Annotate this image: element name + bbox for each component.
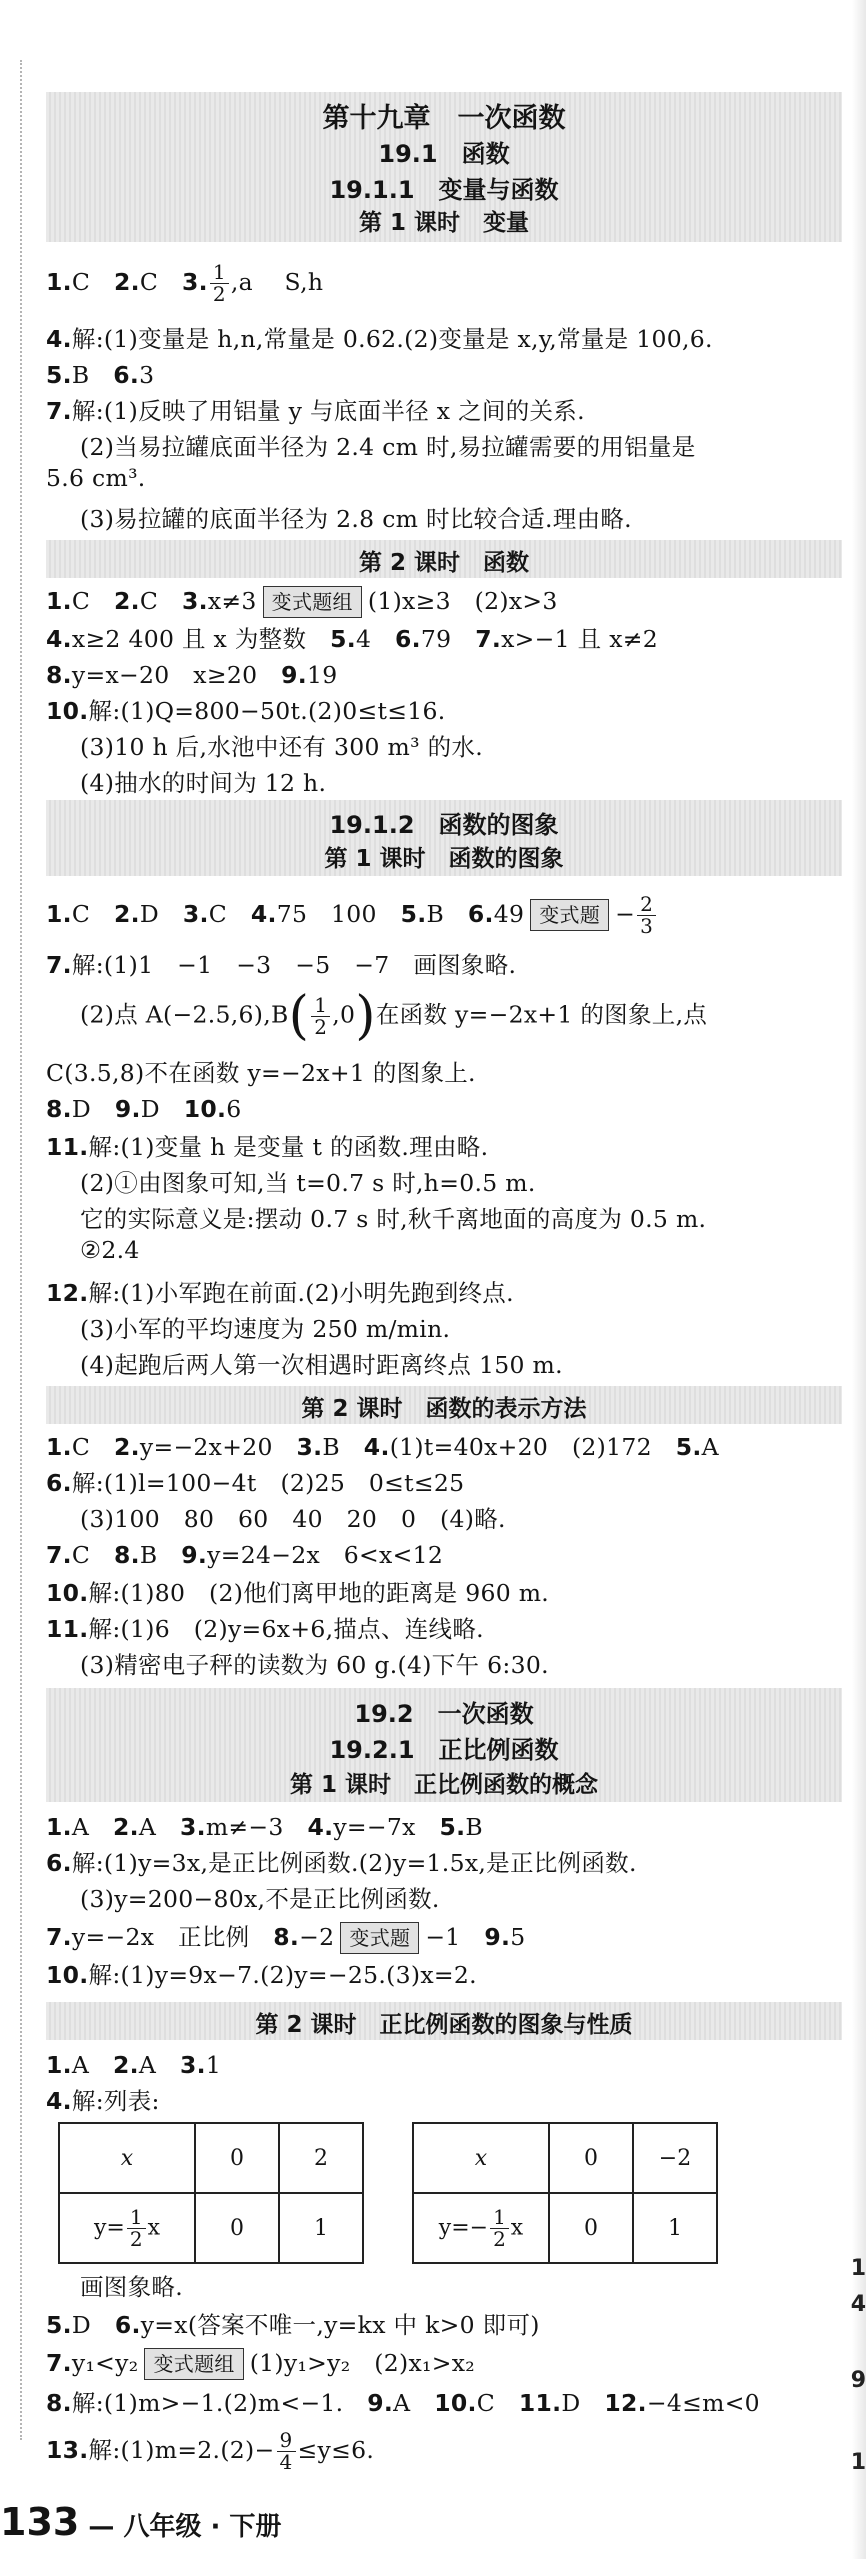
lesson-header-band [46,1386,842,1424]
chapter-header-band [46,92,842,242]
section-title: 19.1 函数 [378,140,510,168]
answer-line: 6.解:(1)y=3x,是正比例函数.(2)y=1.5x,是正比例函数. [46,1849,637,1877]
lesson-header-band [46,2002,842,2040]
page-fold-shadow [852,0,866,2559]
value-table-positive [58,2122,364,2264]
answer-line: (4)抽水的时间为 12 h. [80,769,327,797]
grade-label: 八年级 · 下册 [123,2512,282,2542]
table-cell: 1 [279,2193,363,2263]
page-footer [0,2500,281,2544]
answer-line: 5.6 cm³. [46,464,146,492]
answer-line: 8.解:(1)m>−1.(2)m<−1. 9.A 10.C 11.D 12.−4≤m<0 [46,2389,760,2417]
adjacent-page-fragment: 1 [850,2450,866,2475]
table-header-y: y=− $\frac{1}{2}$ x [413,2193,549,2263]
answer-line: 8.y=x−20 x≥20 9.19 [46,661,338,689]
answer-line: (2)点 A(−2.5,6),B( $\frac{1}{2}$ ,0)在函数 y=−2x+1 的图象上,点 [80,986,708,1046]
lesson-title: 第 2 课时 函数 [358,550,530,576]
answer-line: 11.解:(1)变量 h 是变量 t 的函数.理由略. [46,1133,489,1161]
footer-dash: — [79,2512,124,2542]
answer-line: 5.D 6.y=x(答案不唯一,y=kx 中 k>0 即可) [46,2311,540,2339]
table-cell: 0 [195,2123,279,2193]
answer-line: (3)小军的平均速度为 250 m/min. [80,1315,451,1343]
answer-line: 4.解:(1)变量是 h,n,常量是 0.62.(2)变量是 x,y,常量是 100,6. [46,325,713,353]
lesson-title: 第 2 课时 函数的表示方法 [301,1396,587,1422]
answer-line: 1.C 2.C 3. $\frac{1}{2}$ ,a S,h [46,260,324,306]
adjacent-page-fragment: 4 [850,2292,866,2317]
variant-question-badge: 变式题组 [263,586,362,618]
answer-line: 1.C 2.y=−2x+20 3.B 4.(1)t=40x+20 (2)172 5.A [46,1433,719,1461]
adjacent-page-fragment: 9 [850,2368,866,2393]
answer-line: 画图象略. [80,2273,183,2301]
answer-line: (2)①由图象可知,当 t=0.7 s 时,h=0.5 m. [80,1169,536,1197]
answer-line: C(3.5,8)不在函数 y=−2x+1 的图象上. [46,1059,476,1087]
answer-line: 12.解:(1)小军跑在前面.(2)小明先跑到终点. [46,1279,514,1307]
answer-line: 7.解:(1)反映了用铝量 y 与底面半径 x 之间的关系. [46,397,585,425]
section-title: 19.2 一次函数 [354,1700,534,1728]
left-margin-divider [20,60,22,2440]
table-header-y: y= $\frac{1}{2}$ x [59,2193,195,2263]
table-cell: 0 [549,2193,633,2263]
fraction: $\frac{9}{4}$ [277,2430,296,2473]
answer-line: 1.A 2.A 3.1 [46,2051,222,2079]
table-cell: 0 [195,2193,279,2263]
answer-line: 4.解:列表: [46,2087,160,2115]
answer-line: 7.y₁<y₂ 变式题组 (1)y₁>y₂ (2)x₁>x₂ [46,2344,475,2380]
table-cell: 1 [633,2193,717,2263]
subsection-title: 19.1.2 函数的图象 [329,811,559,839]
answer-line: 7.C 8.B 9.y=24−2x 6<x<12 [46,1541,444,1569]
section-header-band [46,1688,842,1802]
answer-line: (3)y=200−80x,不是正比例函数. [80,1885,440,1913]
answer-line: 5.B 6.3 [46,361,155,389]
lesson-title: 第 1 课时 变量 [358,210,530,236]
subsection-title: 19.2.1 正比例函数 [329,1736,559,1764]
lesson-title: 第 1 课时 正比例函数的概念 [289,1772,599,1798]
answer-line: 7.解:(1)1 −1 −3 −5 −7 画图象略. [46,951,517,979]
answer-line: 13.解:(1)m=2.(2)− $\frac{9}{4}$ ≤y≤6. [46,2428,375,2474]
answer-line: 4.x≥2 400 且 x 为整数 5.4 6.79 7.x>−1 且 x≠2 [46,625,659,653]
variant-question-badge: 变式题 [340,1922,419,1954]
table-cell: 2 [279,2123,363,2193]
answer-line: 10.解:(1)y=9x−7.(2)y=−25.(3)x=2. [46,1961,477,1989]
answer-line: 7.y=−2x 正比例 8.−2 变式题 −1 9.5 [46,1918,526,1954]
answer-line: (3)精密电子秤的读数为 60 g.(4)下午 6:30. [80,1651,549,1679]
value-table-negative [412,2122,718,2264]
variant-question-badge: 变式题组 [144,2348,243,2380]
table-header-x: x [59,2123,195,2193]
answer-line: 它的实际意义是:摆动 0.7 s 时,秋千离地面的高度为 0.5 m. [80,1205,707,1233]
subsection-title: 19.1.1 变量与函数 [329,176,559,204]
lesson-title: 第 1 课时 函数的图象 [324,846,564,872]
table-header-x: x [413,2123,549,2193]
answer-line: (2)当易拉罐底面半径为 2.4 cm 时,易拉罐需要的用铝量是 [80,433,696,461]
fraction: $\frac{1}{2}$ [210,262,229,305]
fraction: $\frac{1}{2}$ [311,995,330,1038]
answer-line: 6.解:(1)l=100−4t (2)25 0≤t≤25 [46,1469,465,1497]
fraction: $\frac{2}{3}$ [637,894,656,937]
answer-line: 10.解:(1)80 (2)他们离甲地的距离是 960 m. [46,1579,550,1607]
lesson-title: 第 2 课时 正比例函数的图象与性质 [255,2012,633,2038]
chapter-title: 第十九章 一次函数 [322,103,566,134]
answer-line: 11.解:(1)6 (2)y=6x+6,描点、连线略. [46,1615,484,1643]
adjacent-page-fragment: 1 [850,2256,866,2281]
answer-line: 1.C 2.C 3.x≠3 变式题组 (1)x≥3 (2)x>3 [46,582,558,618]
answer-line: (4)起跑后两人第一次相遇时距离终点 150 m. [80,1351,563,1379]
variant-question-badge: 变式题 [530,899,609,931]
answer-line: ②2.4 [80,1236,140,1264]
answer-line: (3)100 80 60 40 20 0 (4)略. [80,1505,506,1533]
subsection-header-band [46,800,842,876]
answer-line: 10.解:(1)Q=800−50t.(2)0≤t≤16. [46,697,446,725]
table-cell: −2 [633,2123,717,2193]
answer-line: (3)10 h 后,水池中还有 300 m³ 的水. [80,733,483,761]
table-cell: 0 [549,2123,633,2193]
answer-line: (3)易拉罐的底面半径为 2.8 cm 时比较合适.理由略. [80,505,632,533]
answer-line: 1.C 2.D 3.C 4.75 100 5.B 6.49 变式题 − $\frac{2}{3}$ [46,894,658,937]
answer-line: 8.D 9.D 10.6 [46,1095,242,1123]
answer-line: 1.A 2.A 3.m≠−3 4.y=−7x 5.B [46,1813,483,1841]
page-number: 133 [0,2500,80,2544]
lesson-header-band [46,540,842,578]
